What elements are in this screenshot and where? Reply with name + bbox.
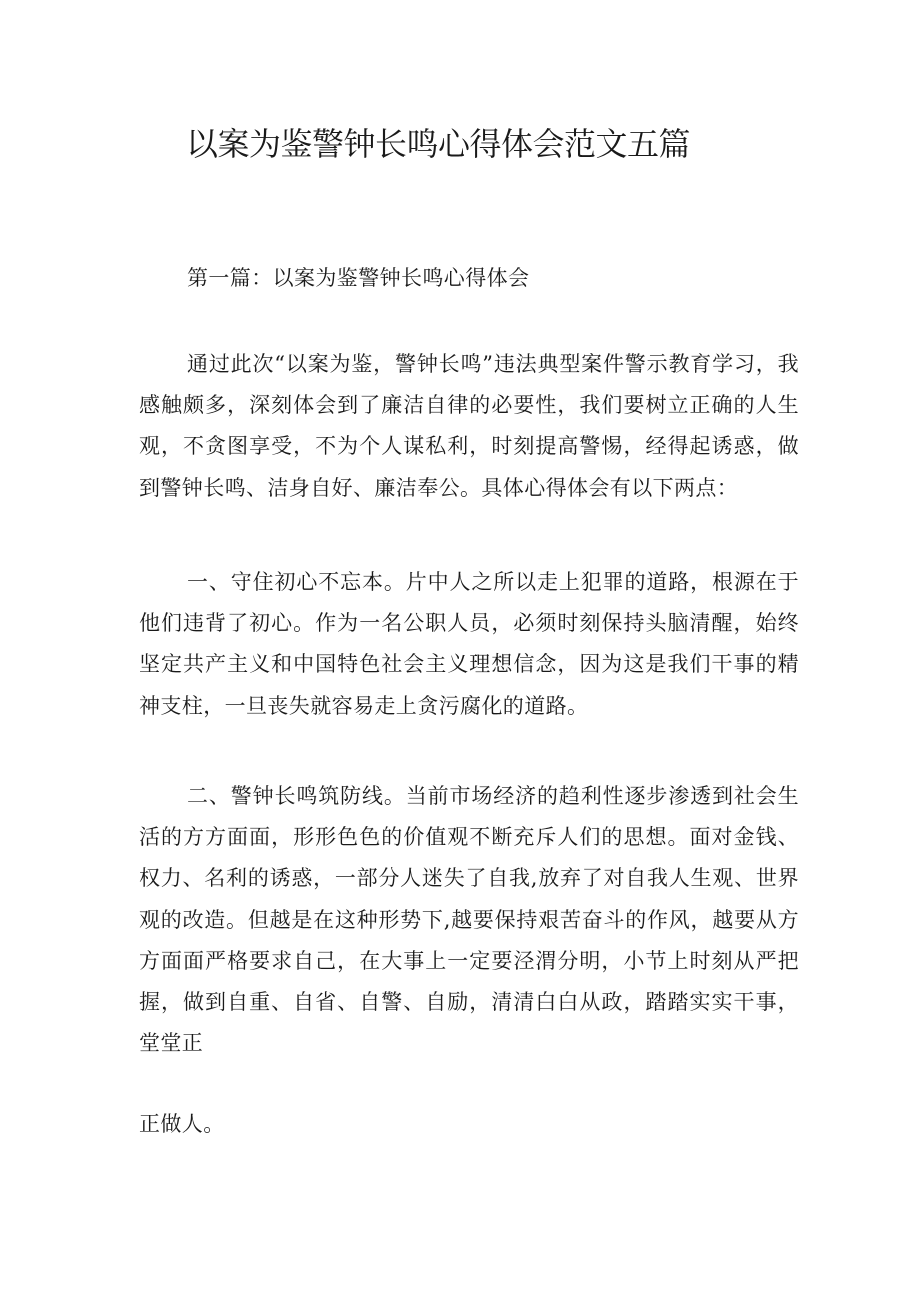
paragraph-intro: 通过此次“以案为鉴，警钟长鸣”违法典型案件警示教育学习，我感触颇多，深刻体会到了廉洁自律的必要性，我们要树立正确的人生观，不贪图享受，不为个人谋私利，时刻提高警惕，经得起诱惑，做到警钟长鸣、洁身自好、廉洁奉公。具体心得体会有以下两点： [139, 352, 799, 500]
document-title: 以案为鉴警钟长鸣心得体会范文五篇 [186, 125, 691, 163]
paragraph-tail: 正做人。 [139, 1112, 225, 1136]
section-heading: 第一篇：以案为鉴警钟长鸣心得体会 [187, 266, 530, 290]
paragraph-point-two: 二、警钟长鸣筑防线。当前市场经济的趋利性逐步渗透到社会生活的方方面面，形形色色的价值观不断充斥人们的思想。面对金钱、权力、名利的诱惑，一部分人迷失了自我,放弃了对自我人生观、世界观的改造。但越是在这种形势下,越要保持艰苦奋斗的作风，越要从方方面面严格要求自己，在大事上一定要泾渭分明，小节上时刻从严把握，做到自重、自省、自警、自励，清清白白从政，踏踏实实干事，堂堂正 [139, 784, 799, 1056]
paragraph-point-one: 一、守住初心不忘本。片中人之所以走上犯罪的道路，根源在于他们违背了初心。作为一名公职人员，必须时刻保持头脑清醒，始终坚定共产主义和中国特色社会主义理想信念，因为这是我们干事的精神支柱，一旦丧失就容易走上贪污腐化的道路。 [139, 570, 799, 718]
